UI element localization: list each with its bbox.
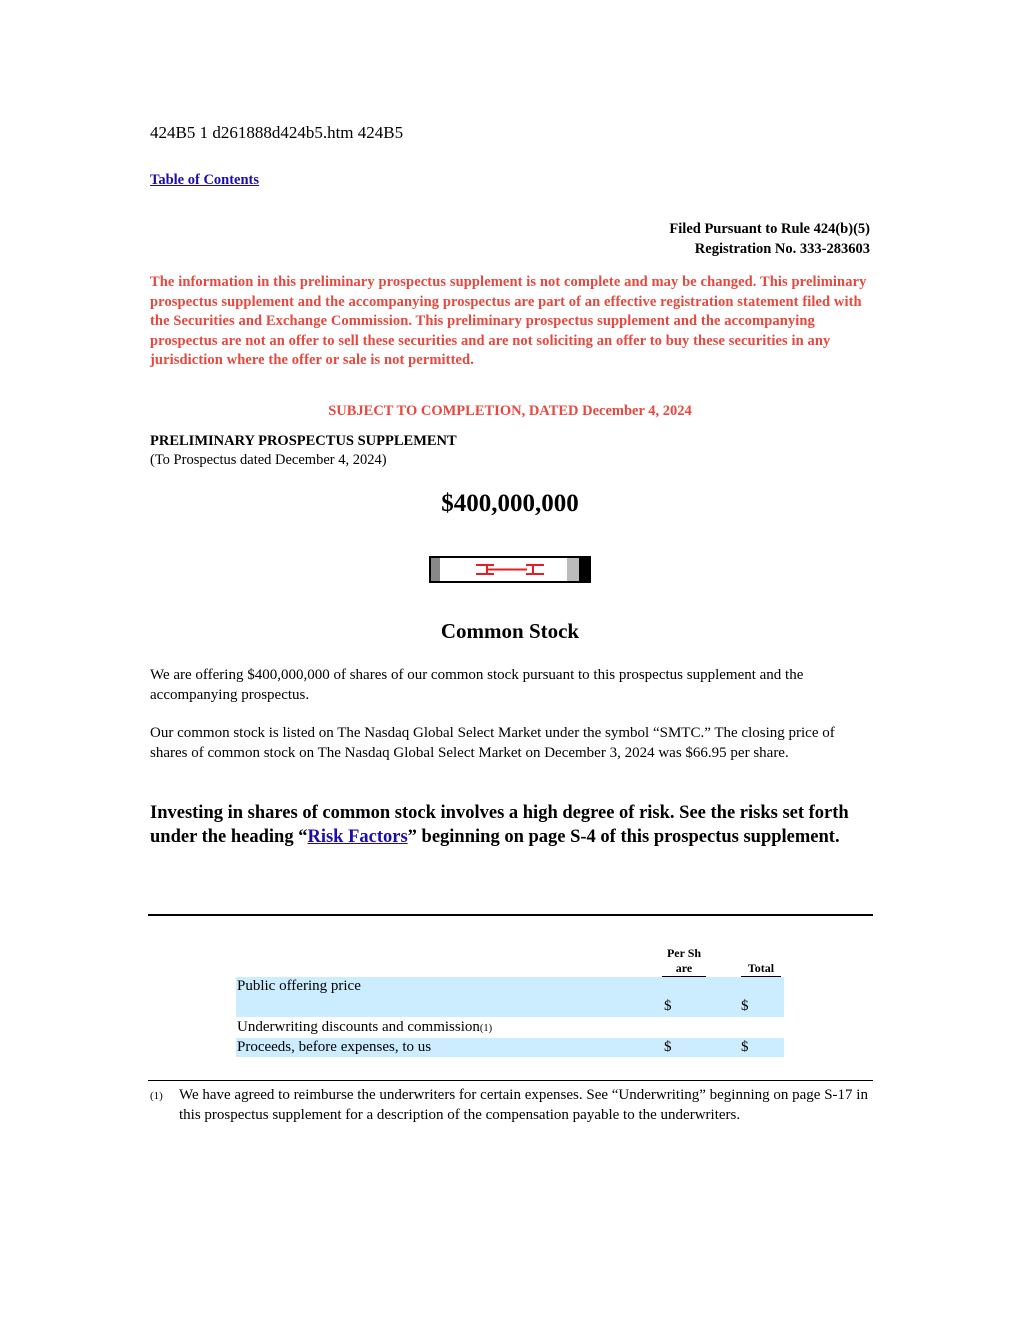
per-share-value: $ <box>664 998 672 1014</box>
listing-paragraph: Our common stock is listed on The Nasdaq Global Select Market under the symbol “SMTC.” The closing price of shares of common stock on The Nasdaq Global Select Market on December 3, 2024 was $66.95 per share. <box>150 725 835 761</box>
per-share-value: $ <box>664 1039 672 1055</box>
row-label: Proceeds, before expenses, to us <box>237 1039 432 1055</box>
underwriting-label: Underwriting discounts and commission <box>237 1019 480 1035</box>
footnote-marker: (1) <box>150 1090 163 1102</box>
filing-info <box>669 219 870 259</box>
company-logo <box>429 556 591 583</box>
divider-top <box>148 914 873 916</box>
supplement-title: PRELIMINARY PROSPECTUS SUPPLEMENT <box>150 433 457 449</box>
divider-footnote <box>148 1080 873 1081</box>
total-value: $ <box>741 1039 749 1055</box>
risk-statement <box>150 802 870 849</box>
risk-factors-link[interactable]: Risk Factors <box>307 826 408 847</box>
registration-number: Registration No. 333-283603 <box>694 241 870 257</box>
supplement-subtitle: (To Prospectus dated December 4, 2024) <box>150 452 387 468</box>
total-value: $ <box>741 998 749 1014</box>
offering-amount: $400,000,000 <box>441 490 579 517</box>
offering-paragraph: We are offering $400,000,000 of shares of our common stock pursuant to this prospectus supplement and the accompanying prospectus. <box>150 667 804 703</box>
footnote-text: We have agreed to reimburse the underwriters for certain expenses. See “Underwriting” beginning on page S-17 in this prospectus supplement for a description of the compensation payable to the underwriters. <box>179 1087 868 1123</box>
table-of-contents-link[interactable]: Table of Contents <box>150 172 260 188</box>
total-header: Total <box>741 961 781 977</box>
filing-rule: Filed Pursuant to Rule 424(b)(5) <box>669 221 870 237</box>
security-title: Common Stock <box>440 619 580 643</box>
per-share-header: Per Sh are <box>662 946 706 977</box>
table-row <box>236 1018 784 1037</box>
table-row <box>236 977 784 1017</box>
footnote-ref: (1) <box>479 1023 493 1034</box>
risk-text-after: ” beginning on page S-4 of this prospectus supplement. <box>407 826 840 847</box>
subject-to-completion: SUBJECT TO COMPLETION, DATED December 4, 2024 <box>328 403 692 419</box>
filing-header-line: 424B5 1 d261888d424b5.htm 424B5 <box>150 123 404 142</box>
row-label <box>237 1019 492 1036</box>
table-row <box>236 1038 784 1057</box>
risk-text-before: Investing in shares of common stock involves a high degree of risk. See the risks set forth under the heading “ <box>150 803 849 847</box>
preliminary-notice: The information in this preliminary prospectus supplement is not complete and may be changed. This preliminary prospectus supplement and the accompanying prospectus are part of an effective registration statement filed with the Securities and Exchange Commission. This preliminary prospectus supplement and the accompanying prospectus are not an offer to sell these securities and are not soliciting an offer to buy these securities in any jurisdiction where the offer or sale is not permitted. <box>150 274 867 368</box>
row-label: Public offering price <box>237 978 361 994</box>
